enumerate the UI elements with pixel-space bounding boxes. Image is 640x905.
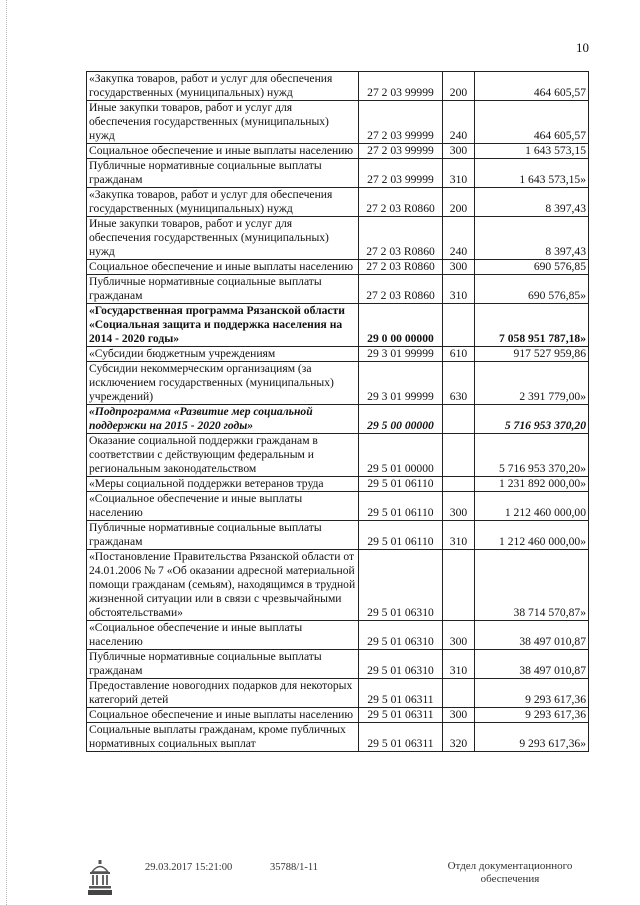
row-name: Социальное обеспечение и иные выплаты населению [87, 144, 359, 159]
row-name: Публичные нормативные социальные выплаты гражданам [87, 650, 359, 679]
row-name: «Государственная программа Рязанской области «Социальная защита и поддержка населения на 2014 - 2020 годы» [87, 304, 359, 347]
table-row [87, 275, 589, 304]
footer-department [430, 860, 590, 886]
footer-doc-id: 35788/1-11 [270, 862, 319, 873]
row-type [443, 434, 475, 477]
row-code: 29 0 00 00000 [359, 304, 443, 347]
table-row [87, 723, 589, 752]
table-row [87, 521, 589, 550]
row-code: 27 2 03 R0860 [359, 217, 443, 260]
row-code: 27 2 03 R0860 [359, 275, 443, 304]
row-code: 29 5 01 06310 [359, 621, 443, 650]
table-row [87, 260, 589, 275]
row-code: 29 5 01 06311 [359, 679, 443, 708]
table-row [87, 621, 589, 650]
row-type: 240 [443, 217, 475, 260]
row-name: Публичные нормативные социальные выплаты гражданам [87, 521, 359, 550]
row-type: 310 [443, 650, 475, 679]
row-name: Публичные нормативные социальные выплаты гражданам [87, 159, 359, 188]
row-name: «Социальное обеспечение и иные выплаты населению [87, 492, 359, 521]
row-type: 300 [443, 144, 475, 159]
footer-department-line1: Отдел документационного [447, 860, 573, 872]
page-edge-line [6, 0, 8, 905]
row-amount: 5 716 953 370,20 [475, 405, 589, 434]
row-code: 29 5 01 06310 [359, 550, 443, 621]
row-amount: 8 397,43 [475, 217, 589, 260]
row-amount: 7 058 951 787,18» [475, 304, 589, 347]
table-row [87, 144, 589, 159]
row-amount: 1 643 573,15» [475, 159, 589, 188]
table-row [87, 188, 589, 217]
row-name: Публичные нормативные социальные выплаты гражданам [87, 275, 359, 304]
table-row [87, 159, 589, 188]
row-name: Оказание социальной поддержки гражданам в соответствии с действующим федеральным и региональным законодательством [87, 434, 359, 477]
row-type: 320 [443, 723, 475, 752]
row-type: 310 [443, 275, 475, 304]
page-footer [0, 855, 640, 900]
table-row [87, 708, 589, 723]
row-code: 29 5 01 06110 [359, 492, 443, 521]
row-name: Предоставление новогодних подарков для некоторых категорий детей [87, 679, 359, 708]
row-amount: 38 497 010,87 [475, 621, 589, 650]
row-amount: 690 576,85» [475, 275, 589, 304]
row-amount: 1 212 460 000,00 [475, 492, 589, 521]
row-type: 300 [443, 492, 475, 521]
row-name: Социальное обеспечение и иные выплаты населению [87, 260, 359, 275]
row-amount: 1 643 573,15 [475, 144, 589, 159]
row-type: 630 [443, 362, 475, 405]
table-row [87, 304, 589, 347]
row-name: Социальные выплаты гражданам, кроме публичных нормативных социальных выплат [87, 723, 359, 752]
row-type [443, 679, 475, 708]
row-name: Социальное обеспечение и иные выплаты населению [87, 708, 359, 723]
table-row [87, 347, 589, 362]
row-name: «Меры социальной поддержки ветеранов труда [87, 477, 359, 492]
row-amount: 1 212 460 000,00» [475, 521, 589, 550]
row-amount: 464 605,57 [475, 72, 589, 101]
row-type [443, 405, 475, 434]
row-type [443, 550, 475, 621]
row-name: «Закупка товаров, работ и услуг для обеспечения государственных (муниципальных) нужд [87, 188, 359, 217]
row-amount: 1 231 892 000,00» [475, 477, 589, 492]
budget-table-body [87, 72, 589, 752]
table-row [87, 650, 589, 679]
row-code: 27 2 03 99999 [359, 159, 443, 188]
row-name: «Закупка товаров, работ и услуг для обеспечения государственных (муниципальных) нужд [87, 72, 359, 101]
row-type: 200 [443, 72, 475, 101]
row-type: 200 [443, 188, 475, 217]
row-amount: 38 714 570,87» [475, 550, 589, 621]
row-code: 29 5 01 06310 [359, 650, 443, 679]
table-row [87, 362, 589, 405]
row-type: 240 [443, 101, 475, 144]
row-code: 27 2 03 R0860 [359, 260, 443, 275]
row-code: 29 5 01 06311 [359, 723, 443, 752]
footer-timestamp: 29.03.2017 15:21:00 [145, 862, 233, 873]
row-amount: 917 527 959,86 [475, 347, 589, 362]
row-type: 310 [443, 159, 475, 188]
table-row [87, 477, 589, 492]
table-row [87, 101, 589, 144]
row-amount: 38 497 010,87 [475, 650, 589, 679]
table-row [87, 405, 589, 434]
row-type: 300 [443, 621, 475, 650]
row-type: 310 [443, 521, 475, 550]
row-amount: 5 716 953 370,20» [475, 434, 589, 477]
row-type: 300 [443, 708, 475, 723]
row-code: 27 2 03 99999 [359, 72, 443, 101]
row-amount: 8 397,43 [475, 188, 589, 217]
row-name: «Социальное обеспечение и иные выплаты населению [87, 621, 359, 650]
row-name: «Субсидии бюджетным учреждениям [87, 347, 359, 362]
row-code: 29 5 01 06311 [359, 708, 443, 723]
row-amount: 464 605,57 [475, 101, 589, 144]
row-code: 29 5 01 06110 [359, 477, 443, 492]
table-row [87, 492, 589, 521]
row-type: 610 [443, 347, 475, 362]
row-name: «Подпрограмма «Развитие мер социальной поддержки на 2015 - 2020 годы» [87, 405, 359, 434]
row-code: 29 3 01 99999 [359, 347, 443, 362]
table-row [87, 72, 589, 101]
row-type [443, 477, 475, 492]
table-row [87, 217, 589, 260]
row-name: Субсидии некоммерческим организациям (за исключением государственных (муниципальных) учреждений) [87, 362, 359, 405]
row-name: Иные закупки товаров, работ и услуг для обеспечения государственных (муниципальных) нужд [87, 101, 359, 144]
row-type [443, 304, 475, 347]
row-name: Иные закупки товаров, работ и услуг для обеспечения государственных (муниципальных) нужд [87, 217, 359, 260]
row-name: «Постановление Правительства Рязанской области от 24.01.2006 № 7 «Об оказании адресной материальной помощи гражданам (семьям), находящимся в трудной жизненной ситуации или в связи с чрезвычайными обстоятельствами» [87, 550, 359, 621]
row-code: 29 5 01 06110 [359, 521, 443, 550]
row-amount: 2 391 779,00» [475, 362, 589, 405]
table-row [87, 550, 589, 621]
row-code: 29 5 01 00000 [359, 434, 443, 477]
row-code: 27 2 03 R0860 [359, 188, 443, 217]
row-amount: 9 293 617,36 [475, 679, 589, 708]
row-code: 29 5 00 00000 [359, 405, 443, 434]
row-amount: 690 576,85 [475, 260, 589, 275]
row-code: 27 2 03 99999 [359, 144, 443, 159]
row-amount: 9 293 617,36 [475, 708, 589, 723]
row-code: 27 2 03 99999 [359, 101, 443, 144]
footer-department-line2: обеспечения [480, 873, 540, 885]
row-type: 300 [443, 260, 475, 275]
row-amount: 9 293 617,36» [475, 723, 589, 752]
table-row [87, 679, 589, 708]
page-number: 10 [576, 40, 589, 55]
duma-building-logo-icon [87, 859, 113, 897]
table-row [87, 434, 589, 477]
row-code: 29 3 01 99999 [359, 362, 443, 405]
budget-table [86, 71, 589, 752]
